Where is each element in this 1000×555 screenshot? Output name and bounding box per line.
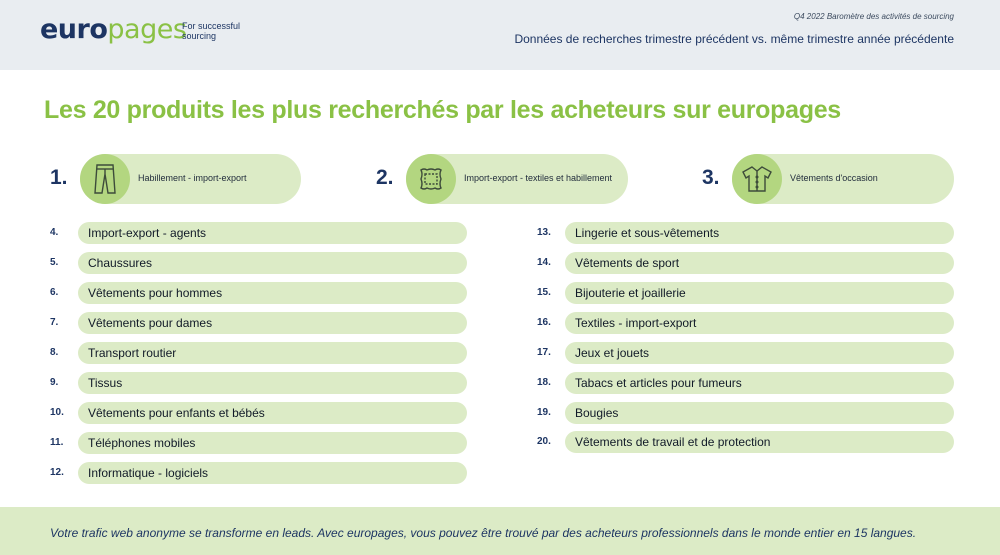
page-title: Les 20 produits les plus recherchés par les acheteurs sur europages [44, 96, 841, 124]
list-item-label: Tissus [88, 376, 123, 390]
list-item-rank: 13. [537, 227, 551, 238]
list-item-label: Textiles - import-export [575, 316, 697, 330]
list-item-label: Bougies [575, 406, 619, 420]
list-item-pill [565, 312, 954, 334]
list-item-pill [565, 372, 954, 394]
list-item-pill [565, 282, 954, 304]
list-item-pill [565, 431, 954, 453]
list-item-rank: 7. [50, 317, 59, 328]
list-item-label: Jeux et jouets [575, 346, 650, 360]
list-item-pill [78, 402, 467, 424]
list-item-label: Lingerie et sous-vêtements [575, 226, 720, 240]
list-item-label: Tabacs et articles pour fumeurs [575, 376, 742, 390]
list-item-label: Transport routier [88, 346, 177, 360]
header-bar [0, 0, 1000, 70]
footer-banner [0, 507, 1000, 555]
list-item-label: Vêtements de travail et de protection [575, 435, 771, 449]
list-item-label: Téléphones mobiles [88, 436, 196, 450]
europages-logo[interactable] [40, 14, 186, 46]
top3-pill [80, 154, 301, 204]
list-item-pill [78, 222, 467, 244]
list-item-rank: 6. [50, 287, 59, 298]
list-item-pill [78, 372, 467, 394]
list-item-pill [78, 342, 467, 364]
list-item-label: Bijouterie et joaillerie [575, 286, 686, 300]
list-item-rank: 5. [50, 257, 59, 268]
logo-euro: euro [40, 14, 108, 45]
list-item-rank: 14. [537, 257, 551, 268]
list-item-label: Vêtements pour dames [88, 316, 213, 330]
list-item-pill [78, 312, 467, 334]
footer-text: Votre trafic web anonyme se transforme en leads. Avec europages, vous pouvez être trouvé par des acheteurs professionnels dans le monde entier en 15 langues. [50, 526, 917, 540]
fabric-swatch-icon [406, 154, 456, 204]
tagline-line-1: For successful [182, 21, 241, 31]
logo-tagline [182, 21, 240, 41]
list-item-rank: 9. [50, 377, 59, 388]
list-item-rank: 16. [537, 317, 551, 328]
list-item-label: Chaussures [88, 256, 153, 270]
header-subtitle: Données de recherches trimestre précédent vs. même trimestre année précédente [514, 32, 954, 46]
list-item-label: Informatique - logiciels [88, 466, 209, 480]
list-item-label: Vêtements pour hommes [88, 286, 223, 300]
top3-rank: 1. [50, 166, 68, 189]
list-item-pill [78, 462, 467, 484]
list-item-pill [78, 282, 467, 304]
list-item-label: Vêtements pour enfants et bébés [88, 406, 265, 420]
list-item-pill [565, 342, 954, 364]
list-item-rank: 8. [50, 347, 59, 358]
trousers-icon [80, 154, 130, 204]
top3-pill [732, 154, 954, 204]
logo-pages: pages [107, 14, 187, 45]
top3-rank: 3. [702, 166, 720, 189]
list-item-rank: 20. [537, 436, 551, 447]
list-item-pill [565, 402, 954, 424]
top3-rank: 2. [376, 166, 394, 189]
top3-pill [406, 154, 628, 204]
tagline-line-2: sourcing [182, 31, 217, 41]
list-item-label: Vêtements de sport [575, 256, 680, 270]
barometer-label: Q4 2022 Baromètre des activités de sourcing [793, 12, 954, 21]
list-item-rank: 11. [50, 437, 64, 448]
top3-label: Import-export - textiles et habillement [464, 173, 613, 183]
list-item-rank: 17. [537, 347, 551, 358]
list-item-rank: 18. [537, 377, 551, 388]
list-item-pill [78, 432, 467, 454]
list-item-pill [78, 252, 467, 274]
list-item-label: Import-export - agents [88, 226, 207, 240]
top3-label: Habillement - import-export [138, 173, 247, 183]
list-item-rank: 4. [50, 227, 59, 238]
shirt-icon [732, 154, 782, 204]
list-item-rank: 19. [537, 407, 551, 418]
list-item-rank: 12. [50, 467, 64, 478]
list-item-rank: 15. [537, 287, 551, 298]
list-item-pill [565, 252, 954, 274]
top3-label: Vêtements d'occasion [790, 173, 878, 183]
list-item-pill [565, 222, 954, 244]
list-item-rank: 10. [50, 407, 64, 418]
